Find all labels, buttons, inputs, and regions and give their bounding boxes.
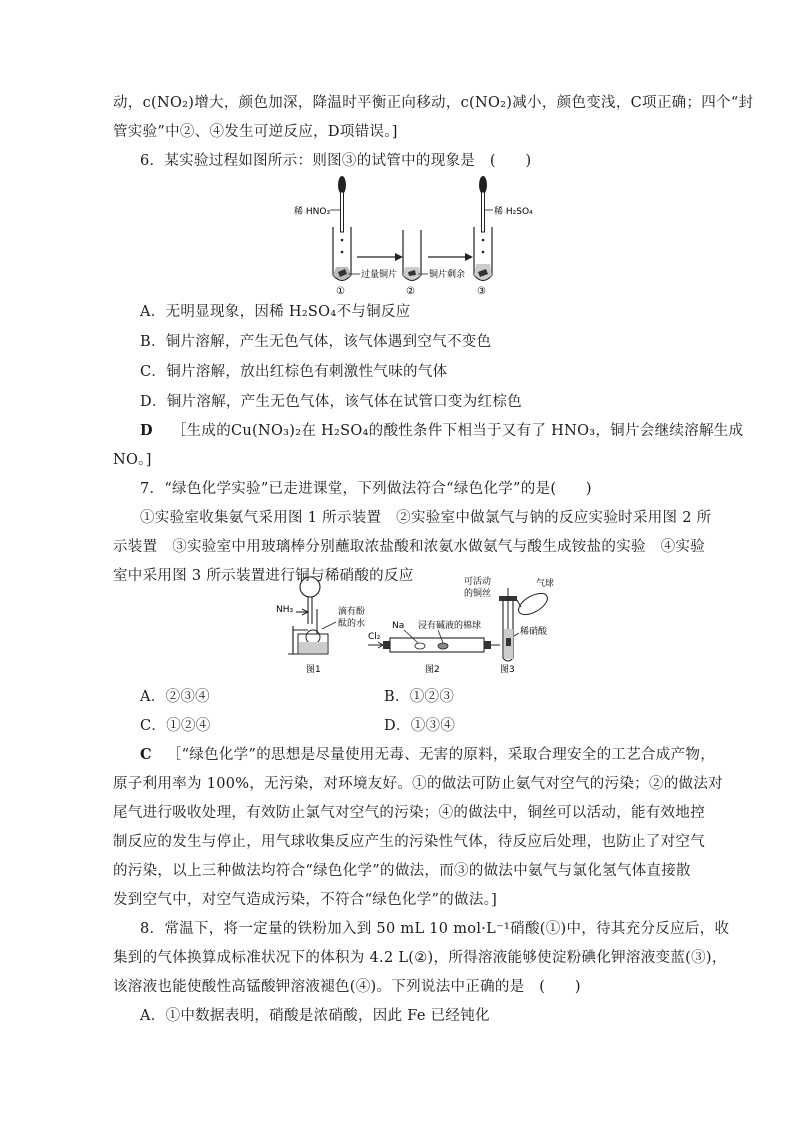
label-1: ① — [336, 286, 345, 297]
label-dilute-nitric-acid: 稀硝酸 — [520, 627, 548, 637]
q7-option-c: C．①②④ — [140, 718, 211, 734]
question-7-stem: 7．“绿色化学实验”已走进课堂，下列做法符合“绿色化学”的是( ) — [140, 481, 592, 497]
label-excess-copper: 过量铜片 — [361, 270, 398, 280]
dropper-icon — [338, 176, 346, 232]
text-line: 室中采用图 3 所示装置进行铜与稀硝酸的反应 — [113, 568, 414, 584]
text-line: 该溶液也能使酸性高锰酸钾溶液褪色(④)。下列说法中正确的是 ( ) — [113, 979, 581, 995]
text-line: 的污染，以上三种做法均符合“绿色化学”的做法，而③的做法中氨气与氯化氢气体直接散 — [113, 863, 691, 879]
q7-option-a: A．②③④ — [140, 689, 210, 705]
question-8-stem: 8．常温下，将一定量的铁粉加入到 50 mL 10 mol·L⁻¹硝酸(①)中，待其充分反应后，收 — [140, 921, 730, 937]
q6-answer: D — [140, 422, 153, 439]
label-fig2: 图2 — [425, 665, 440, 675]
text-line: 集到的气体换算成标准状况下的体积为 4.2 L(②)，所得溶液能够使淀粉碘化钾溶液变蓝(③)， — [113, 950, 727, 966]
label-nh3: NH₃ — [276, 605, 294, 615]
question-6-stem: 6．某实验过程如图所示：则图③的试管中的现象是 ( ) — [140, 153, 532, 169]
q6-experiment-figure — [250, 172, 550, 297]
text-line: ①实验室收集氨气采用图 1 所示装置 ②实验室中做氯气与钠的反应实验时采用图 2 所 — [140, 510, 712, 526]
label-fig1: 图1 — [306, 665, 321, 675]
q7-option-d: D．①③④ — [384, 718, 456, 734]
text-line: 动，c(NO₂)增大，颜色加深，降温时平衡正向移动，c(NO₂)减小，颜色变浅，C项正确；四个“封 — [113, 95, 754, 111]
label-3: ③ — [477, 286, 486, 297]
text-line: 管实验”中②、④发生可逆反应，D项错误。] — [113, 124, 398, 140]
label-cl2: Cl₂ — [368, 632, 381, 642]
q7-option-b: B．①②③ — [384, 689, 455, 705]
label-copper-remaining: 铜片剩余 — [429, 270, 466, 280]
q6-option-a: A．无明显现象，因稀 H₂SO₄不与铜反应 — [140, 304, 411, 320]
q6-option-c: C．铜片溶解，放出红棕色有刺激性气味的气体 — [140, 364, 448, 380]
q7-explanation: C ［“绿色化学”的思想是尽量使用无毒、无害的原料，采取合理安全的工艺合成产物， — [140, 746, 715, 763]
q8-option-a: A．①中数据表明，硝酸是浓硝酸，因此 Fe 已经钝化 — [140, 1008, 490, 1024]
label-na: Na — [392, 621, 405, 631]
text-line: 制反应的发生与停止，用气球收集反应产生的污染性气体，待反应后处理，也防止了对空气 — [113, 834, 705, 850]
label-fig3: 图3 — [500, 665, 515, 675]
text-line: NO。] — [113, 452, 152, 468]
label-balloon: 气球 — [536, 579, 555, 589]
q7-answer: C — [140, 746, 152, 763]
text-line: 尾气进行吸收处理，有效防止氯气对空气的污染；④的做法中，铜丝可以活动，能有效地控 — [113, 805, 705, 821]
label-2: ② — [406, 286, 415, 297]
q6-explanation: D ［生成的Cu(NO₃)₂在 H₂SO₄的酸性条件下相当于又有了 HNO₃，铜片会继续溶解生成 — [140, 422, 744, 439]
q6-option-b: B．铜片溶解，产生无色气体，该气体遇到空气不变色 — [140, 334, 492, 350]
label-dilute-h2so4: 稀 H₂SO₄ — [494, 207, 533, 217]
q6-option-d: D．铜片溶解，产生无色气体，该气体在试管口变为红棕色 — [140, 394, 522, 410]
dropper-icon — [479, 176, 487, 232]
label-dilute-hno3: 稀 HNO₃ — [294, 207, 331, 217]
text-line: 原子利用率为 100%，无污染，对环境友好。①的做法可防止氨气对空气的污染；②的做法对 — [113, 776, 723, 792]
label-movable-copper: 可活动 — [464, 577, 492, 587]
svg-text:的铜丝: 的铜丝 — [464, 589, 492, 599]
label-phenolphthalein-water: 滴有酚 — [338, 607, 366, 617]
text-line: 示装置 ③实验室中用玻璃棒分别蘸取浓盐酸和浓氨水做氨气与酸生成铵盐的实验 ④实验 — [113, 539, 705, 555]
text-line: 发到空气中，对空气造成污染，不符合“绿色化学”的做法。] — [113, 892, 498, 908]
q7-apparatus-figure — [268, 574, 558, 678]
svg-text:酞的水: 酞的水 — [338, 619, 366, 629]
label-alkali-cotton: 浸有碱液的棉球 — [418, 621, 482, 631]
